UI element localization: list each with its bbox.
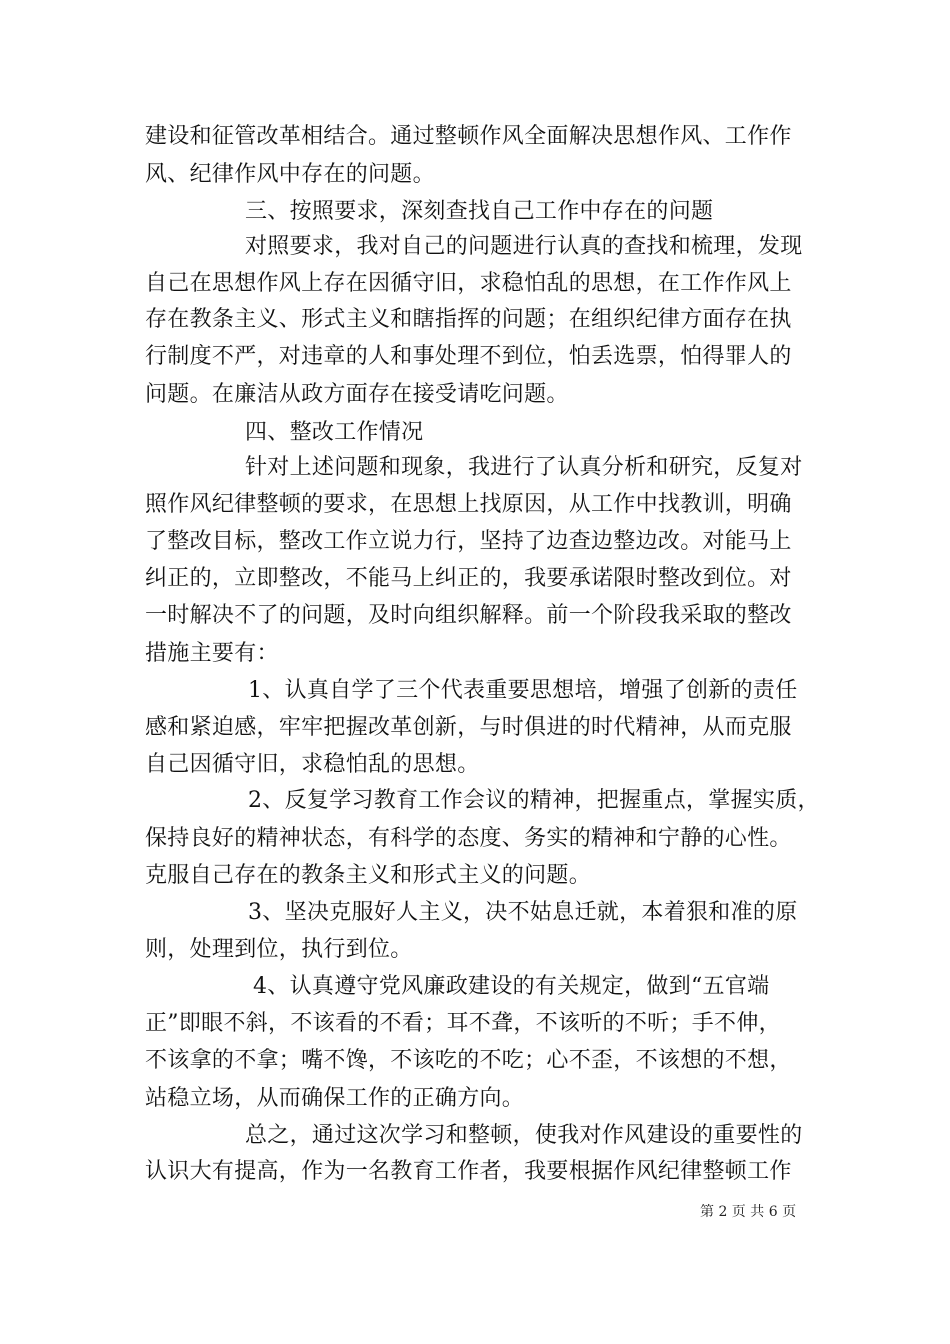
body-text-line: 了整改目标，整改工作立说力行，坚持了边查边整边改。对能马上 [145,529,792,554]
body-text-line: 问题。在廉洁从政方面存在接受请吃问题。 [145,382,569,407]
body-text-line: 照作风纪律整顿的要求，在思想上找原因，从工作中找教训，明确 [145,492,792,517]
body-text-line: 正”即眼不斜，不该看的不看；耳不聋，不该听的不听；手不伸， [145,1011,781,1036]
body-text-line: 自己因循守旧，求稳怕乱的思想。 [145,752,480,777]
body-text-line: 行制度不严，对违章的人和事处理不到位，怕丢选票，怕得罪人的 [145,344,792,369]
body-text-line: 不该拿的不拿；嘴不馋，不该吃的不吃；心不歪，不该想的不想， [145,1048,792,1073]
body-text-line: 纠正的，立即整改，不能马上纠正的，我要承诺限时整改到位。对 [145,566,792,591]
section-heading: 四、整改工作情况 [245,420,424,445]
list-item-1: 1、认真自学了三个代表重要思想培，增强了创新的责任 [248,678,798,703]
body-text-line: 克服自己存在的教条主义和形式主义的问题。 [145,863,592,888]
section-heading: 三、按照要求，深刻查找自己工作中存在的问题 [245,199,714,224]
body-text-line: 措施主要有： [145,641,279,666]
body-text-line: 对照要求，我对自己的问题进行认真的查找和梳理，发现 [245,234,803,259]
body-text-line: 感和紧迫感，牢牢把握改革创新，与时俱进的时代精神，从而克服 [145,715,792,740]
body-text-line: 存在教条主义、形式主义和瞎指挥的问题；在组织纪律方面存在执 [145,307,792,332]
body-text-line: 建设和征管改革相结合。通过整顿作风全面解决思想作风、工作作 [145,124,792,149]
body-text-line: 一时解决不了的问题，及时向组织解释。前一个阶段我采取的整改 [145,603,792,628]
body-text-line: 则，处理到位，执行到位。 [145,937,413,962]
body-text-line: 站稳立场，从而确保工作的正确方向。 [145,1086,525,1111]
body-text-line: 认识大有提高，作为一名教育工作者，我要根据作风纪律整顿工作 [145,1159,792,1184]
body-text-line: 风、纪律作风中存在的问题。 [145,162,435,187]
body-text-line: 针对上述问题和现象，我进行了认真分析和研究，反复对 [245,455,803,480]
list-item-3: 3、坚决克服好人主义，决不姑息迁就，本着狠和准的原 [248,900,798,925]
list-item-4: 4、认真遵守党风廉政建设的有关规定，做到“五官端 [253,974,770,999]
list-item-2: 2、反复学习教育工作会议的精神，把握重点，掌握实质， [248,788,820,813]
body-text-line: 总之，通过这次学习和整顿，使我对作风建设的重要性的 [245,1123,803,1148]
body-text-line: 自己在思想作风上存在因循守旧，求稳怕乱的思想，在工作作风上 [145,271,792,296]
body-text-line: 保持良好的精神状态，有科学的态度、务实的精神和宁静的心性。 [145,826,792,851]
page-number-footer: 第 2 页 共 6 页 [700,1204,797,1220]
